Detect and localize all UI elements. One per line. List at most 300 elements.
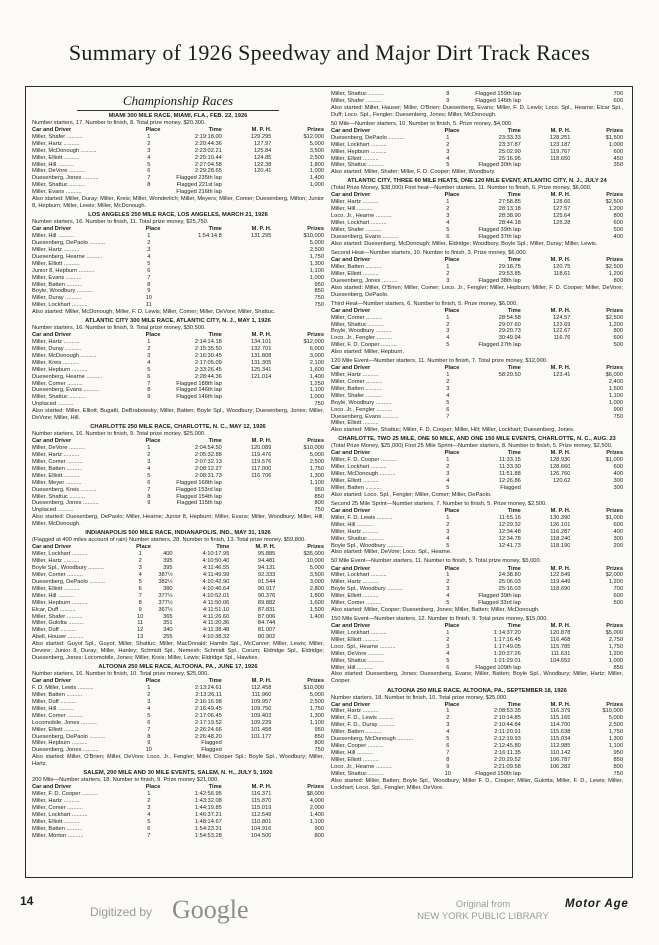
column-header-prize: Prizes <box>606 623 623 630</box>
cell-car-driver: Miller, Lockhart .......... <box>331 141 387 148</box>
column-header-mph: M. P. H. <box>550 192 571 199</box>
right-race-list <box>331 91 623 792</box>
cell-mph: 119.449 <box>550 579 571 586</box>
cell-time: Flagged <box>500 485 521 491</box>
cell-place <box>436 420 459 427</box>
result-row <box>331 271 623 278</box>
results-header-row <box>331 192 623 199</box>
cell-car-driver: Miller, Comer .......... <box>32 712 83 719</box>
cell-prize: 950 <box>314 726 324 733</box>
cell-time: 11:51.88 <box>499 471 521 478</box>
cell-time: 1:54:23.31 <box>194 825 222 832</box>
result-row <box>331 715 623 722</box>
cell-time: Flagged 188th lap <box>176 380 222 387</box>
column-header-car: Car and Driver <box>331 192 371 199</box>
cell-mph <box>521 162 571 169</box>
result-row <box>32 346 324 353</box>
cell-car-driver: Miller, Batten .......... <box>32 465 83 472</box>
cell-car-driver: Miller, Gulotta .......... <box>32 620 85 627</box>
cell-place: 2 <box>147 798 151 805</box>
cell-place: 8 <box>446 91 450 97</box>
cell-car-driver: Miller, Lockhart .......... <box>331 629 387 636</box>
column-header-car: Car and Driver <box>331 508 371 514</box>
cell-time: Flagged 216th lap <box>176 189 222 196</box>
also-started: Also started: Guyot Spl., Guyot; Miller, Shattuc; Miller, MacDonald; Hamlin Spl., McCarver; Miller, Lewis; Miller, Devore; Junior 8, Duray; Miller, Hanley; Schmidt Spl., Nemesh; Schmidt Spl., Corum; Eldridge Spl., Eldridge; Duesenberg, Jones; Locomobile, Jones; Miller, Kreis; Miller, Lewis; Eldridge Spl., Hawkes. <box>32 641 324 662</box>
cell-mph: 127.97 <box>254 140 272 147</box>
library-name: NEW YORK PUBLIC LIBRARY <box>417 911 549 922</box>
cell-time: 27:58.85 <box>498 199 521 206</box>
result-row <box>331 162 623 169</box>
cell-time <box>160 275 221 282</box>
results-table <box>331 508 623 549</box>
cell-car-driver: Duesenberg, Evans .......... <box>331 233 399 240</box>
cell-mph <box>222 740 272 747</box>
cell-prize: 800 <box>314 500 324 507</box>
cell-car-driver: Miller, Hartz .......... <box>32 798 80 805</box>
cell-prize: 5,000 <box>309 240 324 247</box>
cell-place: 1 <box>446 572 450 579</box>
column-header-place: Place <box>444 256 460 263</box>
result-row <box>32 401 324 408</box>
race-block <box>331 301 623 357</box>
cell-car-driver: Miller, Elliott .......... <box>331 756 379 763</box>
also-started: Also started: Miller, Hepburn. <box>331 349 405 356</box>
result-row <box>331 708 623 715</box>
result-row <box>331 572 623 579</box>
result-row <box>331 227 623 234</box>
cell-time: Flagged 146th lap <box>176 394 222 401</box>
result-row <box>32 367 324 374</box>
cell-car-driver: Miller, Hepburn .......... <box>32 599 88 606</box>
race-block <box>331 436 623 499</box>
results-table <box>32 332 324 408</box>
cell-prize: $2,500 <box>605 314 623 321</box>
cell-place: 6 <box>147 719 151 726</box>
result-row <box>331 264 623 271</box>
cell-place: 3 <box>147 352 151 359</box>
result-row <box>32 175 324 182</box>
cell-time: 12:34.48 <box>498 528 521 535</box>
cell-place: 1 <box>446 263 450 270</box>
column-header-car: Car and Driver <box>331 127 371 134</box>
cell-time: 1:46:37.21 <box>194 812 222 819</box>
column-header-time: Time <box>208 438 222 445</box>
cell-time: 2:17:06.45 <box>194 712 222 719</box>
cell-time: Flagged 39th lap <box>478 593 521 600</box>
cell-time <box>160 261 221 268</box>
cell-prize: 750 <box>314 302 324 309</box>
cell-mph: 106.787 <box>549 756 571 763</box>
cell-mph <box>521 234 571 241</box>
cell-place: 7 <box>147 274 151 281</box>
cell-time: 23:33.33 <box>498 134 521 141</box>
cell-time: 25:16.03 <box>498 586 521 593</box>
cell-prize: 1,250 <box>309 380 324 387</box>
cell-car-driver: Miller, Hartz .......... <box>32 558 80 565</box>
cell-time: 4:10:17.95 <box>202 551 230 558</box>
cell-time: Flagged 27th lap <box>478 342 521 349</box>
result-row <box>331 135 623 142</box>
cell-time: 1:21:29.01 <box>493 657 521 664</box>
results-table <box>32 127 324 196</box>
result-row <box>331 729 623 736</box>
result-row <box>331 515 623 522</box>
cell-time: 12:34.78 <box>498 535 521 542</box>
cell-place: 7 <box>446 413 450 420</box>
cell-place: 6 <box>446 664 450 671</box>
race-heading: CHARLOTTE, TWO 25 MILE, ONE 50 MILE, AND ONE 150 MILE EVENTS, CHARLOTTE, N. C., AUG. 23 <box>338 436 616 443</box>
result-row <box>32 798 324 805</box>
cell-place: 2 <box>446 636 450 643</box>
cell-place: 6 <box>147 479 151 486</box>
cell-car-driver: Miller, Hartz .......... <box>32 452 80 459</box>
cell-place: 5 <box>446 485 450 491</box>
cell-mph: 115.870 <box>251 798 272 805</box>
cell-car-driver: Duesenberg, Jones .......... <box>32 747 99 754</box>
cell-place: 3 <box>446 643 450 650</box>
cell-car-driver: Miller, Elliott .......... <box>32 818 80 825</box>
results-table <box>331 365 623 427</box>
cell-place: 4 <box>147 253 151 260</box>
result-row <box>331 156 623 163</box>
result-row <box>32 614 324 621</box>
cell-place: 1 <box>446 199 450 206</box>
cell-car-driver: Miller, Elliott .......... <box>331 593 379 600</box>
cell-mph: 123.187 <box>549 141 571 148</box>
cell-prize: 5,000 <box>309 565 324 572</box>
cell-car-driver: Boyle, Woodbury .......... <box>32 288 93 295</box>
cell-mph <box>222 487 272 494</box>
cell-mph <box>521 379 571 386</box>
cell-mph: 109.957 <box>250 699 272 706</box>
cell-prize: 3,000 <box>309 578 324 585</box>
cell-time: 11:55.16 <box>499 514 521 521</box>
column-header-place: Place <box>136 544 151 551</box>
cell-prize: 500 <box>613 600 623 607</box>
race-block <box>32 318 324 422</box>
cell-mph <box>222 394 272 401</box>
results-header-row <box>331 623 623 630</box>
cell-time: 2:19:18.00 <box>194 133 222 140</box>
cell-prize: 300 <box>613 485 623 491</box>
cell-place: 10 <box>145 295 152 302</box>
column-header-prize: Prizes <box>606 565 623 572</box>
cell-car-driver: Miller, Shattuc .......... <box>32 493 86 500</box>
cell-mph: 114.700 <box>550 722 571 729</box>
cell-prize: 1,200 <box>608 270 623 277</box>
cell-time: 30:49.94 <box>498 335 521 342</box>
column-header-mph: M. P. H. <box>251 678 272 685</box>
cell-mph <box>222 387 272 394</box>
result-row <box>32 459 324 466</box>
cell-place: 5 <box>147 366 151 373</box>
cell-prize: 1,100 <box>309 267 324 274</box>
cell-miles: 365 <box>163 613 173 620</box>
cell-car-driver: Miller, Hartz .......... <box>331 579 379 586</box>
cell-time: 12:26.86 <box>498 478 521 485</box>
cell-car-driver: Miller, DeVore .......... <box>32 445 85 452</box>
result-row <box>32 155 324 162</box>
cell-prize <box>271 189 324 196</box>
cell-car-driver: Duesenberg, Hearne .......... <box>32 373 103 380</box>
result-row <box>331 149 623 156</box>
cell-car-driver: Miller, Shattuc .......... <box>32 394 86 401</box>
cell-time <box>459 393 520 400</box>
cell-car-driver: Miller, Hill .......... <box>331 206 373 213</box>
cell-prize: 850 <box>314 493 324 500</box>
result-row <box>331 771 623 778</box>
cell-car-driver: Miller, Hartz .......... <box>331 372 379 379</box>
result-row <box>32 295 324 302</box>
result-row <box>331 750 623 757</box>
cell-prize: 600 <box>613 464 623 471</box>
cell-prize: 1,100 <box>608 392 623 399</box>
cell-prize: 1,750 <box>309 465 324 472</box>
also-started: Also started: Miller, Cooper; Duesenberg, Jones; Miller, Batten; Miller, McDonough. <box>331 606 540 613</box>
column-header-place: Place <box>145 784 161 791</box>
cell-mph <box>222 381 272 388</box>
cell-mph: 118.61 <box>553 270 571 277</box>
cell-mph: 119.767 <box>550 148 571 155</box>
cell-car-driver: Miller, Hepburn .......... <box>32 740 88 747</box>
results-header-row <box>32 544 324 551</box>
cell-car-driver: Miller, Cooper .......... <box>331 742 384 749</box>
cell-place: 1 <box>446 314 450 321</box>
result-row <box>32 148 324 155</box>
cell-car-driver: Unplaced .......... <box>32 401 74 408</box>
cell-mph: 115.034 <box>550 736 571 743</box>
cell-car-driver: Miller, Hill .......... <box>32 161 74 168</box>
race-block <box>32 664 324 768</box>
result-row <box>331 199 623 206</box>
cell-car-driver: Miller, Elliott .......... <box>32 726 80 733</box>
cell-place: 5 <box>446 600 450 607</box>
cell-time: 2:16:16.98 <box>194 699 222 706</box>
cell-time <box>160 268 221 275</box>
cell-place: 5 <box>446 736 450 743</box>
column-header-time: Time <box>507 701 521 708</box>
cell-mph: 112.458 <box>251 685 272 692</box>
cell-place: 1 <box>446 457 450 464</box>
cell-car-driver: Miller, Shafer .......... <box>32 133 83 140</box>
cell-car-driver: Boyle Spl., Woodbury .......... <box>331 542 403 549</box>
cell-place: 1 <box>147 339 151 346</box>
cell-time: 29:18.75 <box>498 263 521 270</box>
cell-mph <box>222 275 272 282</box>
cell-car-driver: Miller, Comer .......... <box>331 379 382 386</box>
cell-prize: 800 <box>314 832 324 839</box>
cell-car-driver: Locomobile, Jones .......... <box>32 719 97 726</box>
cell-prize: $10,000 <box>303 233 324 240</box>
also-started: Also started: Miller, Shattuc; Miller, F. D. Cooper; Miller, Hill; Miller, Lockhart; Duesenberg, Jones. <box>331 427 575 434</box>
result-row <box>331 457 623 464</box>
cell-prize: 950 <box>314 281 324 288</box>
column-header-car: Car and Driver <box>32 544 72 551</box>
cell-car-driver: Miller, Evans .......... <box>32 189 82 196</box>
cell-place: 6 <box>138 585 142 592</box>
results-header-row <box>32 332 324 339</box>
cell-time: 29:07.60 <box>498 321 521 328</box>
cell-mph: 110.801 <box>251 818 272 825</box>
race-summary: 150 Mile Event—Number starters, 12. Number to finish, 9. Total prize money, $15,000. <box>331 616 548 623</box>
cell-prize: 350 <box>613 162 623 169</box>
cell-time: 28:38.90 <box>498 213 521 220</box>
cell-time <box>459 414 520 421</box>
cell-car-driver: Miller, Hartz .......... <box>32 246 80 253</box>
cell-time: 25:06.03 <box>498 579 521 586</box>
result-row <box>331 644 623 651</box>
cell-time: Flagged 39th lap <box>478 227 521 234</box>
column-header-mph: M. P. H. <box>550 508 571 514</box>
cell-time: Flagged 38th lap <box>478 277 521 284</box>
cell-car-driver: Loco. Jr., Fengler .......... <box>331 406 393 413</box>
result-row <box>32 374 324 381</box>
result-row <box>331 335 623 342</box>
left-column <box>32 91 324 875</box>
cell-prize: 950 <box>613 749 623 756</box>
cell-car-driver: Junior 8, Hepburn .......... <box>32 267 95 274</box>
cell-mph: 118.240 <box>550 535 571 542</box>
cell-mph: 122.67 <box>553 328 571 335</box>
cell-car-driver: Miller, Hill .......... <box>331 521 373 528</box>
race-block <box>331 250 623 299</box>
results-table <box>32 438 324 514</box>
result-row <box>32 445 324 452</box>
cell-miles: 387½ <box>158 572 173 579</box>
result-row <box>331 142 623 149</box>
cell-car-driver: Miller, Shattuc .......... <box>331 321 385 328</box>
column-header-place: Place <box>444 623 460 630</box>
cell-place: 9 <box>147 740 151 747</box>
cell-prize: 1,100 <box>309 479 324 486</box>
cell-mph: 128.660 <box>549 464 571 471</box>
cell-time: 4:11:38.48 <box>202 627 230 634</box>
race-heading: ALTOONA 250 MILE RACE, ALTOONA, PA., JUNE 17, 1926 <box>98 664 258 671</box>
cell-prize: 2,500 <box>608 722 623 729</box>
cell-mph: 118.190 <box>550 542 571 549</box>
results-table <box>331 623 623 671</box>
cell-place: 3 <box>147 459 151 466</box>
cell-car-driver: Miller, Shattuc .......... <box>331 162 385 169</box>
cell-time: Flagged <box>201 740 222 747</box>
cell-place <box>137 401 160 408</box>
result-row <box>32 826 324 833</box>
race-heading: MIAMI 300 MILE RACE, MIAMI, FLA., FEB. 22, 1926 <box>108 113 248 119</box>
cell-car-driver: Miller, Hartz .......... <box>331 199 379 206</box>
cell-mph: 119.576 <box>251 459 272 466</box>
column-header-time: Time <box>507 565 521 572</box>
cell-prize: $10,000 <box>602 708 623 715</box>
result-row <box>331 757 623 764</box>
cell-place: 1 <box>147 685 151 692</box>
cell-prize: 2,800 <box>309 585 324 592</box>
cell-car-driver: Duesenberg, DePaolo .......... <box>331 134 405 141</box>
cell-place: 5 <box>446 342 450 349</box>
cell-mph: 87.831 <box>257 606 276 613</box>
column-header-mph: M. P. H. <box>251 226 272 233</box>
result-row <box>32 727 324 734</box>
column-header-prize: Prizes <box>307 332 324 339</box>
cell-place: 5 <box>147 161 151 168</box>
cell-mph <box>521 227 571 234</box>
column-header-place: Place <box>444 307 460 314</box>
cell-prize: 1,500 <box>309 606 324 613</box>
result-row <box>331 407 623 414</box>
column-header-car: Car and Driver <box>32 678 72 685</box>
results-header-row <box>331 508 623 515</box>
cell-time <box>160 240 221 247</box>
cell-prize: 1,600 <box>309 366 324 373</box>
result-row <box>32 168 324 175</box>
result-row <box>32 685 324 692</box>
cell-prize: 500 <box>613 342 623 349</box>
cell-place: 1 <box>446 514 450 521</box>
column-header-laps <box>151 544 173 551</box>
race-summary: Number starters, 17. Number to finish, 8. Total prize money, $20,300. <box>32 120 206 126</box>
result-row <box>331 400 623 407</box>
race-block <box>331 558 623 614</box>
cell-time: 25:16.95 <box>498 155 521 162</box>
cell-car-driver: Miller, Lockhart .......... <box>331 572 387 579</box>
cell-place: 7 <box>147 380 151 387</box>
cell-prize: 2,500 <box>309 154 324 161</box>
race-block <box>331 616 623 685</box>
race-summary: Second 25 Mile Sprint—Number starters, 7. Number to finish, 5. Prize money, $2,500. <box>331 500 547 507</box>
result-row <box>32 699 324 706</box>
cell-place: 7 <box>446 749 450 756</box>
cell-place: 4 <box>446 392 450 399</box>
cell-prize: 1,500 <box>608 385 623 392</box>
result-row <box>32 480 324 487</box>
cell-time: 12:41.73 <box>498 542 521 549</box>
cell-place: 7 <box>147 486 151 493</box>
result-row <box>32 452 324 459</box>
cell-mph <box>222 247 272 254</box>
column-header-time: Time <box>216 544 230 551</box>
results-table <box>331 192 623 240</box>
cell-place: 5 <box>147 472 151 479</box>
column-header-time: Time <box>208 332 222 339</box>
cell-prize: 400 <box>613 528 623 535</box>
cell-time: 2:29:28.65 <box>194 168 222 175</box>
result-row <box>331 630 623 637</box>
cell-place: 7 <box>147 175 151 182</box>
results-table <box>331 257 623 285</box>
result-row <box>331 393 623 400</box>
cell-prize: 950 <box>314 486 324 493</box>
cell-car-driver: Miller, Shafer .......... <box>331 227 382 234</box>
result-row <box>331 322 623 329</box>
result-row <box>32 254 324 261</box>
cell-time: 1:54:14.8 <box>198 233 222 240</box>
cell-mph <box>521 342 571 349</box>
cell-place: 3 <box>446 277 450 284</box>
cell-mph <box>222 295 272 302</box>
cell-prize: 850 <box>613 756 623 763</box>
column-header-car: Car and Driver <box>331 623 371 630</box>
cell-place: 9 <box>147 288 151 295</box>
cell-time <box>459 420 520 427</box>
cell-car-driver: Miller, Kreis .......... <box>32 359 79 366</box>
cell-place: 4 <box>446 155 450 162</box>
cell-mph: 89.882 <box>257 599 276 606</box>
cell-place: 5 <box>147 712 151 719</box>
cell-time: Flagged <box>201 747 222 754</box>
cell-time: Flagged 37th lap <box>478 233 521 240</box>
cell-mph: 128.251 <box>549 134 571 141</box>
cell-time: 2:13:26.11 <box>195 692 222 699</box>
cell-place: 12 <box>136 627 144 634</box>
